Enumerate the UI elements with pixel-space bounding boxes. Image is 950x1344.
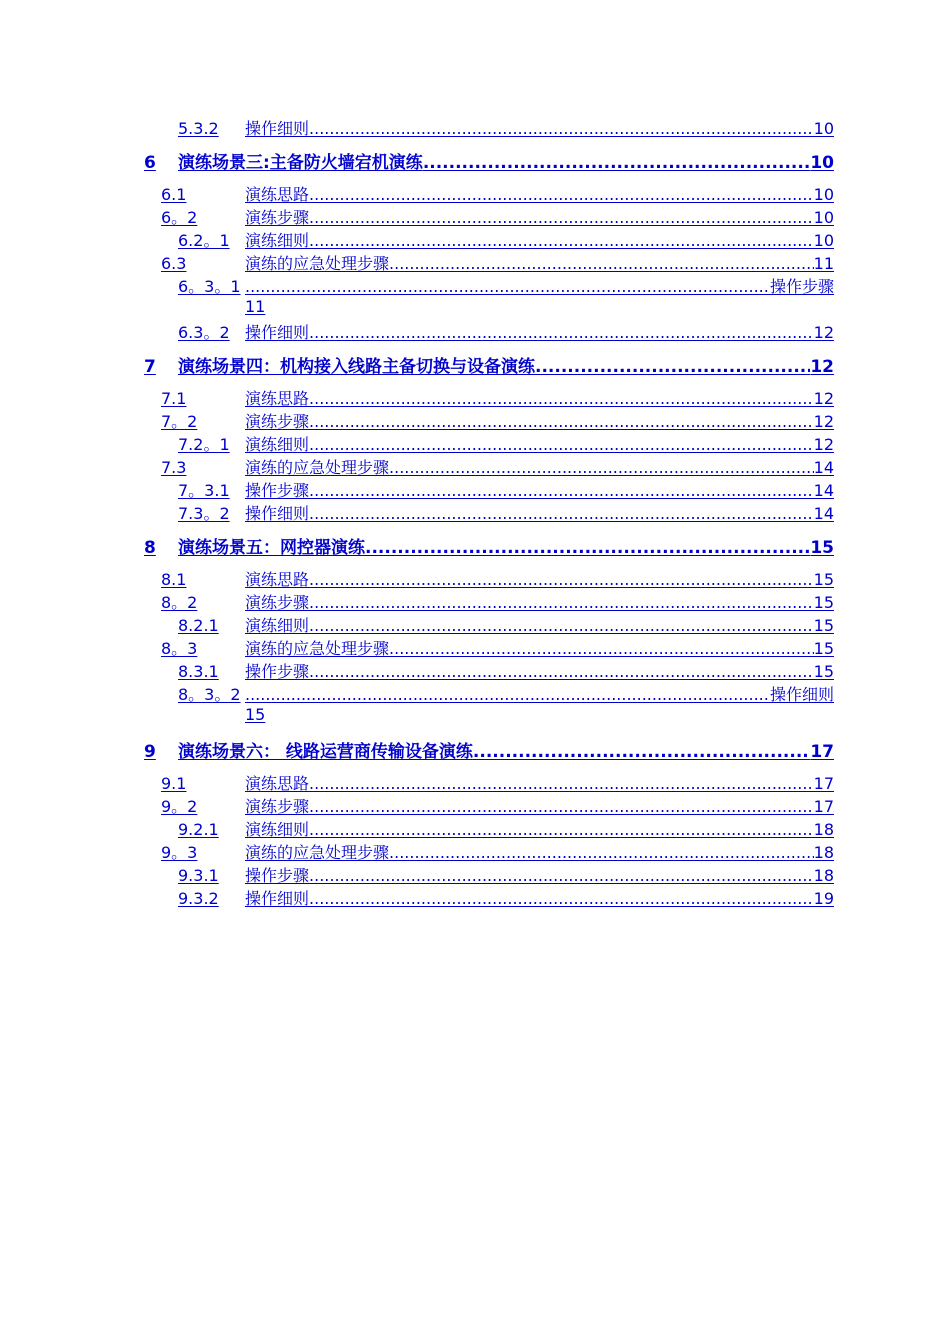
toc-entry-title: 演练的应急处理步骤	[245, 639, 390, 658]
toc-page-number: 19	[813, 889, 834, 908]
toc-entry-9-3[interactable]	[161, 840, 834, 862]
toc-dot-leader	[309, 435, 814, 454]
toc-entry-number: 9。3	[161, 843, 198, 862]
toc-dot-leader	[245, 685, 770, 704]
toc-dot-leader	[309, 866, 814, 885]
toc-entry-6-3-1-continuation[interactable]	[178, 297, 265, 316]
toc-entry-title: 演练思路	[245, 774, 310, 793]
toc-page-number: 12	[813, 412, 834, 431]
toc-dot-leader	[309, 570, 814, 589]
toc-page-number: 14	[813, 458, 834, 477]
toc-entry-number: 8	[144, 538, 156, 558]
toc-entry-number: 6.3。2	[178, 323, 230, 342]
toc-entry-5-3-2[interactable]	[178, 116, 834, 138]
toc-dot-leader	[309, 185, 814, 204]
toc-entry-8-2-1[interactable]	[178, 613, 834, 635]
toc-entry-7[interactable]	[144, 352, 834, 376]
toc-dot-leader	[365, 538, 810, 558]
toc-entry-number: 6.1	[161, 185, 187, 204]
toc-page-number: 10	[813, 185, 834, 204]
toc-entry-number: 8.1	[161, 570, 187, 589]
toc-entry-title: 操作细则	[245, 119, 310, 138]
toc-entry-title: 演练思路	[245, 570, 310, 589]
toc-entry-title: 演练步骤	[245, 412, 310, 431]
toc-entry-number: 7	[144, 357, 156, 377]
toc-page-number: 10	[813, 119, 834, 138]
toc-entry-number: 8。2	[161, 593, 198, 612]
toc-dot-leader	[309, 481, 814, 500]
toc-page-number: 10	[810, 153, 834, 173]
toc-entry-title: 演练细则	[245, 820, 310, 839]
toc-page-number: 10	[813, 208, 834, 227]
toc-dot-leader	[389, 254, 814, 273]
toc-dot-leader	[309, 593, 814, 612]
toc-dot-leader	[309, 820, 814, 839]
toc-entry-number: 7.1	[161, 389, 187, 408]
toc-entry-title: 操作细则	[769, 685, 834, 704]
toc-entry-8-1[interactable]	[161, 567, 834, 589]
toc-entry-8-3-2[interactable]	[178, 682, 834, 704]
toc-entry-number: 8。3。2	[178, 685, 241, 704]
toc-dot-leader	[309, 412, 814, 431]
toc-entry-title: 演练步骤	[245, 593, 310, 612]
toc-entry-number: 6	[144, 153, 156, 173]
toc-entry-title: 演练思路	[245, 389, 310, 408]
toc-page-number: 18	[813, 820, 834, 839]
toc-page-number: 12	[813, 389, 834, 408]
toc-entry-title: 演练细则	[245, 231, 310, 250]
toc-dot-leader	[309, 662, 814, 681]
toc-entry-title: 演练场景三:主备防火墙宕机演练	[178, 153, 423, 173]
toc-entry-number: 9。2	[161, 797, 198, 816]
toc-dot-leader	[423, 153, 811, 173]
toc-dot-leader	[309, 389, 814, 408]
toc-entry-title: 演练的应急处理步骤	[245, 254, 390, 273]
toc-entry-8-3-1[interactable]	[178, 659, 834, 681]
toc-dot-leader	[245, 277, 770, 296]
toc-entry-6-3[interactable]	[161, 251, 834, 273]
toc-entry-number: 6。2	[161, 208, 198, 227]
toc-dot-leader	[473, 742, 810, 762]
toc-dot-leader	[309, 774, 814, 793]
toc-page-number: 15	[813, 593, 834, 612]
toc-page-number: 11	[245, 297, 266, 316]
toc-dot-leader	[389, 458, 814, 477]
toc-entry-title: 演练场景四：机构接入线路主备切换与设备演练	[178, 357, 535, 377]
toc-entry-number: 9.3.2	[178, 889, 219, 908]
toc-entry-6-1[interactable]	[161, 182, 834, 204]
toc-dot-leader	[309, 504, 814, 523]
toc-dot-leader	[309, 231, 814, 250]
toc-entry-number: 5.3.2	[178, 119, 219, 138]
toc-entry-number: 7.3	[161, 458, 187, 477]
toc-dot-leader	[309, 323, 814, 342]
toc-entry-number: 9.1	[161, 774, 187, 793]
toc-entry-8-3-2-continuation[interactable]	[178, 705, 265, 724]
toc-entry-7-2[interactable]	[161, 409, 834, 431]
toc-entry-number: 9	[144, 742, 156, 762]
toc-entry-number: 8.2.1	[178, 616, 219, 635]
toc-dot-leader	[309, 208, 814, 227]
toc-entry-7-2-1[interactable]	[178, 432, 834, 454]
toc-entry-9-3-2[interactable]	[178, 886, 834, 908]
toc-entry-title: 演练场景六： 线路运营商传输设备演练	[178, 742, 473, 762]
toc-page-number: 15	[813, 570, 834, 589]
toc-entry-title: 演练步骤	[245, 208, 310, 227]
toc-page-number: 12	[813, 435, 834, 454]
toc-entry-9-3-1[interactable]	[178, 863, 834, 885]
toc-dot-leader	[309, 797, 814, 816]
toc-page-number: 15	[813, 662, 834, 681]
toc-entry-title: 演练细则	[245, 435, 310, 454]
toc-entry-title: 操作细则	[245, 889, 310, 908]
toc-entry-6-3-2[interactable]	[178, 320, 834, 342]
toc-entry-title: 操作细则	[245, 504, 310, 523]
toc-dot-leader	[309, 119, 814, 138]
toc-page-number: 18	[813, 843, 834, 862]
toc-dot-leader	[309, 889, 814, 908]
toc-entry-9-2-1[interactable]	[178, 817, 834, 839]
toc-entry-number: 7。2	[161, 412, 198, 431]
toc-entry-title: 演练步骤	[245, 797, 310, 816]
toc-entry-number: 9.2.1	[178, 820, 219, 839]
toc-entry-title: 演练的应急处理步骤	[245, 458, 390, 477]
toc-entry-title: 演练场景五：网控器演练	[178, 538, 365, 558]
toc-entry-number: 6.2。1	[178, 231, 230, 250]
toc-page-number: 10	[813, 231, 834, 250]
toc-page-number: 15	[245, 705, 266, 724]
toc-entry-number: 7.2。1	[178, 435, 230, 454]
toc-entry-title: 演练思路	[245, 185, 310, 204]
toc-dot-leader	[309, 616, 814, 635]
toc-entry-8-3[interactable]	[161, 636, 834, 658]
toc-entry-9-1[interactable]	[161, 771, 834, 793]
toc-dot-leader	[389, 639, 814, 658]
toc-entry-title: 操作步骤	[245, 481, 310, 500]
toc-entry-6-2[interactable]	[161, 205, 834, 227]
toc-page-number: 12	[810, 357, 834, 377]
toc-entry-number: 6.3	[161, 254, 187, 273]
toc-entry-6-3-1[interactable]	[178, 274, 834, 296]
toc-page-number: 14	[813, 504, 834, 523]
toc-entry-6[interactable]	[144, 148, 834, 172]
toc-entry-title: 操作步骤	[245, 662, 310, 681]
toc-page-number: 15	[813, 616, 834, 635]
toc-page-number: 12	[813, 323, 834, 342]
toc-entry-7-3[interactable]	[161, 455, 834, 477]
toc-page-number: 17	[813, 774, 834, 793]
toc-entry-6-2-1[interactable]	[178, 228, 834, 250]
toc-entry-number: 6。3。1	[178, 277, 241, 296]
toc-entry-8-2[interactable]	[161, 590, 834, 612]
toc-entry-title: 操作细则	[245, 323, 310, 342]
toc-entry-title: 演练细则	[245, 616, 310, 635]
toc-page-number: 14	[813, 481, 834, 500]
toc-dot-leader	[389, 843, 814, 862]
toc-entry-9[interactable]	[144, 737, 834, 761]
toc-dot-leader	[535, 357, 810, 377]
toc-entry-8[interactable]	[144, 533, 834, 557]
toc-entry-9-2[interactable]	[161, 794, 834, 816]
toc-page-number: 17	[813, 797, 834, 816]
toc-entry-number: 8。3	[161, 639, 198, 658]
toc-entry-number: 7.3。2	[178, 504, 230, 523]
toc-page-number: 15	[813, 639, 834, 658]
toc-entry-title: 操作步骤	[769, 277, 834, 296]
toc-entry-number: 7。3.1	[178, 481, 230, 500]
toc-page-number: 11	[813, 254, 834, 273]
toc-entry-7-3-1[interactable]	[178, 478, 834, 500]
toc-entry-7-3-2[interactable]	[178, 501, 834, 523]
toc-page-number: 18	[813, 866, 834, 885]
toc-entry-number: 9.3.1	[178, 866, 219, 885]
toc-page-number: 15	[810, 538, 834, 558]
toc-entry-title: 操作步骤	[245, 866, 310, 885]
toc-entry-title: 演练的应急处理步骤	[245, 843, 390, 862]
toc-entry-number: 8.3.1	[178, 662, 219, 681]
toc-page-number: 17	[810, 742, 834, 762]
toc-entry-7-1[interactable]	[161, 386, 834, 408]
